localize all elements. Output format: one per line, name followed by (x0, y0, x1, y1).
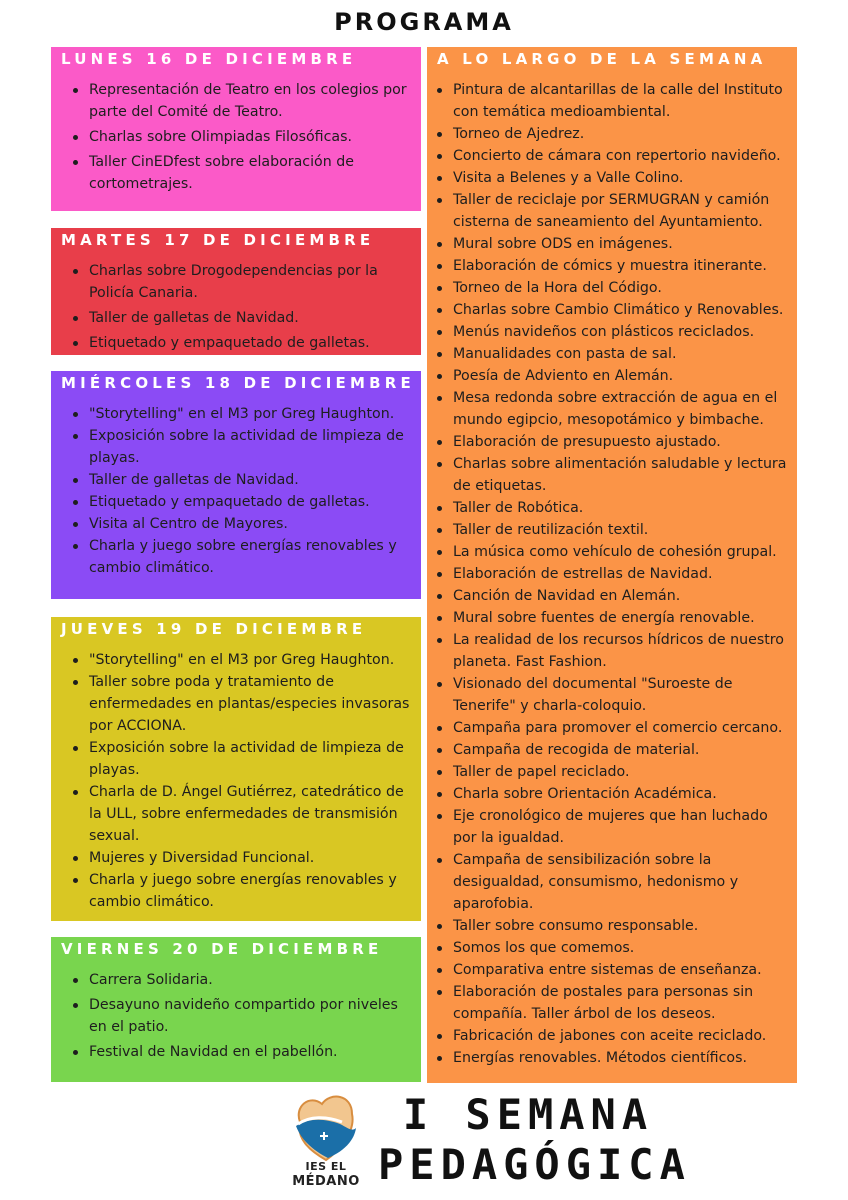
list-item: Taller de galletas de Navidad. (71, 469, 413, 491)
list-item: Torneo de Ajedrez. (435, 123, 791, 145)
list-item: Elaboración de estrellas de Navidad. (435, 563, 791, 585)
list-item: Taller de Robótica. (435, 497, 791, 519)
list-item: Etiquetado y empaquetado de galletas. (71, 491, 413, 513)
list-item: Etiquetado y empaquetado de galletas. (71, 332, 413, 354)
list-item: Elaboración de postales para personas sin compañía. Taller árbol de los deseos. (435, 981, 791, 1025)
list-item: Menús navideños con plásticos reciclados. (435, 321, 791, 343)
list-item: Taller de reutilización textil. (435, 519, 791, 541)
list-item: Exposición sobre la actividad de limpieza de playas. (71, 737, 413, 781)
list-item: Energías renovables. Métodos científicos. (435, 1047, 791, 1069)
activity-list (51, 395, 421, 579)
day-box-martes (51, 228, 421, 355)
list-item: Charla de D. Ángel Gutiérrez, catedrático de la ULL, sobre enfermedades de transmisión sexual. (71, 781, 413, 847)
list-item: Charlas sobre Cambio Climático y Renovables. (435, 299, 791, 321)
list-item: Pintura de alcantarillas de la calle del Instituto con temática medioambiental. (435, 79, 791, 123)
list-item: Taller sobre consumo responsable. (435, 915, 791, 937)
list-item: Charlas sobre Olimpiadas Filosóficas. (71, 126, 413, 148)
list-item: Visionado del documental "Suroeste de Tenerife" y charla-coloquio. (435, 673, 791, 717)
week-activity-list (427, 71, 797, 1069)
list-item: Mural sobre fuentes de energía renovable. (435, 607, 791, 629)
list-item: Elaboración de presupuesto ajustado. (435, 431, 791, 453)
list-item: Charlas sobre alimentación saludable y lectura de etiquetas. (435, 453, 791, 497)
list-item: Torneo de la Hora del Código. (435, 277, 791, 299)
list-item: Charlas sobre Drogodependencias por la Policía Canaria. (71, 260, 413, 304)
activity-list (51, 252, 421, 354)
list-item: Charla y juego sobre energías renovables y cambio climático. (71, 535, 413, 579)
list-item: Eje cronológico de mujeres que han luchado por la igualdad. (435, 805, 791, 849)
list-item: Taller de galletas de Navidad. (71, 307, 413, 329)
list-item: Manualidades con pasta de sal. (435, 343, 791, 365)
page-title: PROGRAMA (334, 8, 514, 36)
day-heading: JUEVES 19 DE DICIEMBRE (61, 620, 367, 638)
list-item: Exposición sobre la actividad de limpieza de playas. (71, 425, 413, 469)
list-item: Charla y juego sobre energías renovables y cambio climático. (71, 869, 413, 913)
day-box-viernes (51, 937, 421, 1082)
list-item: Comparativa entre sistemas de enseñanza. (435, 959, 791, 981)
list-item: Campaña para promover el comercio cercano. (435, 717, 791, 739)
day-heading: MARTES 17 DE DICIEMBRE (61, 231, 375, 249)
list-item: Taller de reciclaje por SERMUGRAN y camión cisterna de saneamiento del Ayuntamiento. (435, 189, 791, 233)
list-item: Poesía de Adviento en Alemán. (435, 365, 791, 387)
week-heading: A LO LARGO DE LA SEMANA (437, 50, 767, 68)
list-item: Mujeres y Diversidad Funcional. (71, 847, 413, 869)
list-item: Carrera Solidaria. (71, 969, 413, 991)
list-item: Charla sobre Orientación Académica. (435, 783, 791, 805)
list-item: Festival de Navidad en el pabellón. (71, 1041, 413, 1063)
event-title-line-2: PEDAGÓGICA (378, 1140, 691, 1189)
logo-caption-bottom: MÉDANO (292, 1174, 360, 1189)
day-heading: LUNES 16 DE DICIEMBRE (61, 50, 357, 68)
logo-caption-top: IES EL (305, 1160, 347, 1173)
list-item: Somos los que comemos. (435, 937, 791, 959)
list-item: La música como vehículo de cohesión grupal. (435, 541, 791, 563)
list-item: Representación de Teatro en los colegios por parte del Comité de Teatro. (71, 79, 413, 123)
activity-list (51, 961, 421, 1063)
event-title (378, 1090, 691, 1190)
day-box-miercoles (51, 371, 421, 599)
list-item: Canción de Navidad en Alemán. (435, 585, 791, 607)
list-item: "Storytelling" en el M3 por Greg Haughton. (71, 403, 413, 425)
activity-list (51, 641, 421, 913)
list-item: Campaña de recogida de material. (435, 739, 791, 761)
list-item: Visita al Centro de Mayores. (71, 513, 413, 535)
day-box-lunes (51, 47, 421, 211)
list-item: Taller CinEDfest sobre elaboración de cortometrajes. (71, 151, 413, 195)
list-item: Concierto de cámara con repertorio navideño. (435, 145, 791, 167)
list-item: Mural sobre ODS en imágenes. (435, 233, 791, 255)
list-item: Mesa redonda sobre extracción de agua en el mundo egipcio, mesopotámico y bimbache. (435, 387, 791, 431)
list-item: Desayuno navideño compartido por niveles en el patio. (71, 994, 413, 1038)
list-item: La realidad de los recursos hídricos de nuestro planeta. Fast Fashion. (435, 629, 791, 673)
activity-list (51, 71, 421, 195)
list-item: Fabricación de jabones con aceite reciclado. (435, 1025, 791, 1047)
list-item: Visita a Belenes y a Valle Colino. (435, 167, 791, 189)
list-item: "Storytelling" en el M3 por Greg Haughton. (71, 649, 413, 671)
week-box (427, 47, 797, 1083)
list-item: Taller de papel reciclado. (435, 761, 791, 783)
day-heading: MIÉRCOLES 18 DE DICIEMBRE (61, 374, 415, 392)
list-item: Campaña de sensibilización sobre la desigualdad, consumismo, hedonismo y aparofobia. (435, 849, 791, 915)
list-item: Elaboración de cómics y muestra itinerante. (435, 255, 791, 277)
day-heading: VIERNES 20 DE DICIEMBRE (61, 940, 383, 958)
day-box-jueves (51, 617, 421, 921)
event-title-line-1: I SEMANA (402, 1090, 654, 1139)
list-item: Taller sobre poda y tratamiento de enfermedades en plantas/especies invasoras por ACCIONA. (71, 671, 413, 737)
